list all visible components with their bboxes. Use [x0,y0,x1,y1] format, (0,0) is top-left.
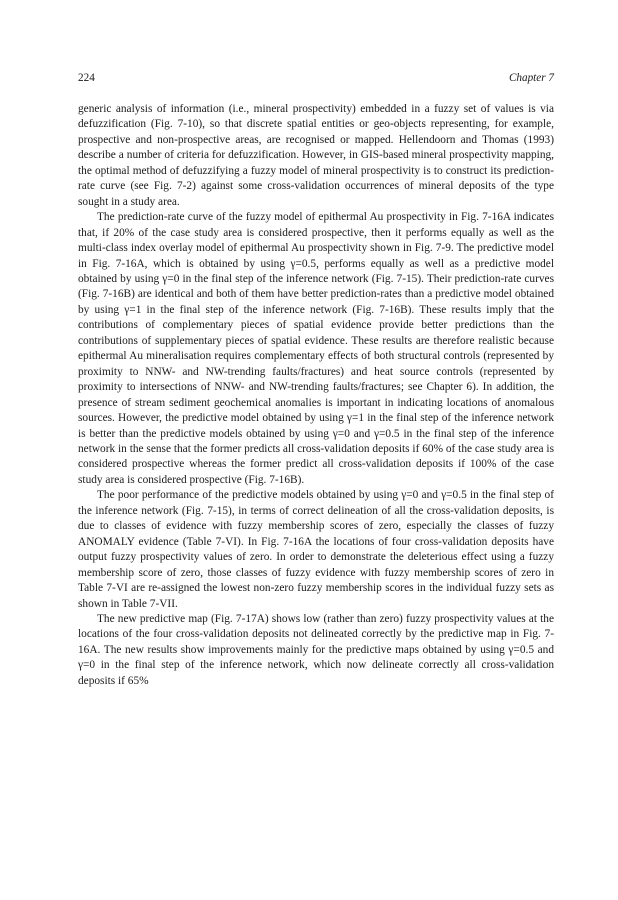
paragraph-1: generic analysis of information (i.e., mineral prospectivity) embedded in a fuzzy set of values is via defuzzification (Fig. 7-10), so that discrete spatial entities or geo-objects representing, for example, prospective and non-prospective areas, are recognised or mapped. Hellendoorn and Thomas (1993) describe a number of criteria for defuzzification. However, in GIS-based mineral prospectivity mapping, the optimal method of defuzzifying a fuzzy model of mineral prospectivity is to construct its prediction-rate curve (see Fig. 7-2) against some cross-validation occurrences of mineral deposits of the type sought in a study area. [78,103,554,208]
chapter-label: Chapter 7 [508,72,554,84]
paragraph-4: The new predictive map (Fig. 7-17A) shows low (rather than zero) fuzzy prospectivity values at the locations of the four cross-validation deposits not delineated correctly by the predictive map in Fig. 7-16A. The new results show improvements mainly for the predictive maps obtained by using γ=0.5 and γ=0 in the final step of the inference network, which now delineate correctly all cross-validation deposits if 65% [78,612,554,687]
running-header [78,71,554,85]
page-number: 224 [78,72,95,84]
paragraph-2: The prediction-rate curve of the fuzzy model of epithermal Au prospectivity in Fig. 7-16A indicates that, if 20% of the case study area is considered prospective, then it performs equally as well as the multi-class index overlay model of epithermal Au prospectivity shown in Fig. 7-9. The predictive model in Fig. 7-16A, which is obtained by using γ=0.5, performs equally as well as a predictive model obtained by using γ=0 in the final step of the inference network (Fig. 7-15). Their prediction-rate curves (Fig. 7-16B) are identical and both of them have better prediction-rates than a predictive model obtained by using γ=1 in the final step of the inference network (Fig. 7-16B). These results imply that the contributions of complementary pieces of spatial evidence provide better predictions than the contributions of supplementary pieces of spatial evidence. These results are therefore realistic because epithermal Au mineralisation requires complementary effects of both structural controls (represented by proximity to NNW- and NW-trending faults/fractures) and heat source controls (represented by proximity to intersections of NNW- and NW-trending faults/fractures; see Chapter 6). In addition, the presence of stream sediment geochemical anomalies is important in indicating locations of anomalous sources. However, the predictive model obtained by using γ=1 in the final step of the inference network is better than the predictive models obtained by using γ=0 and γ=0.5 in the final step of the inference network in the sense that the former predicts all cross-validation deposits if 60% of the case study area is considered prospective whereas the former predict all cross-validation deposits if 100% of the case study area is considered prospective (Fig. 7-16B). [78,211,554,486]
paragraph-3: The poor performance of the predictive models obtained by using γ=0 and γ=0.5 in the final step of the inference network (Fig. 7-15), in terms of correct delineation of all the cross-validation deposits, is due to classes of evidence with fuzzy membership scores of zero, especially the classes of fuzzy ANOMALY evidence (Table 7-VI). In Fig. 7-16A the locations of four cross-validation deposits have output fuzzy prospectivity values of zero. In order to demonstrate the deleterious effect using a fuzzy membership score of zero, those classes of fuzzy evidence with fuzzy membership scores of zero in Table 7-VI are re-assigned the lowest non-zero fuzzy membership scores in the individual fuzzy sets as shown in Table 7-VII. [78,489,554,610]
book-page [78,71,554,689]
